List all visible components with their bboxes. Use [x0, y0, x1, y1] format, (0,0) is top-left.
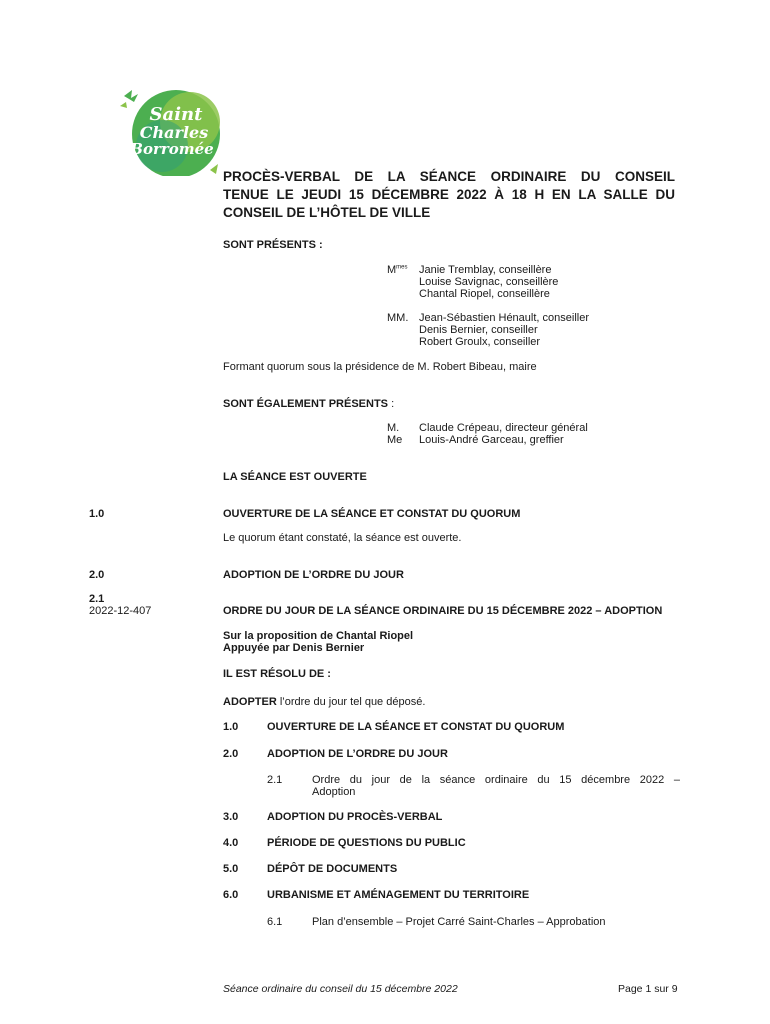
section-number: 2.1 — [89, 593, 105, 605]
title-line-2: TENUE LE JEUDI 15 DÉCEMBRE 2022 À 18 H EN LA SALLE DU — [223, 187, 675, 202]
agenda-subitem-number: 6.1 — [267, 916, 283, 928]
presents-name: Denis Bernier, conseiller — [419, 324, 538, 336]
footer-session-label: Séance ordinaire du conseil du 15 décembre 2022 — [223, 983, 458, 995]
agenda-subitem-number: 2.1 — [267, 774, 283, 786]
presents-heading: SONT PRÉSENTS : — [223, 239, 323, 251]
presents-name: Chantal Riopel, conseillère — [419, 288, 550, 300]
also-present-list — [419, 422, 588, 446]
agenda-subitem-label: Ordre du jour de la séance ordinaire du 15 décembre 2022 – Adoption — [312, 774, 680, 798]
also-present-name: Louis-André Garceau, greffier — [419, 434, 564, 446]
also-present-prefixes: M. Me — [387, 422, 403, 446]
also-present-heading: SONT ÉGALEMENT PRÉSENTS : — [223, 398, 395, 410]
presents-prefix-mmes: $M^{mes}$ — [387, 264, 408, 276]
logo-line-1: Saint — [149, 104, 203, 125]
presents-name: Louise Savignac, conseillère — [419, 276, 559, 288]
municipal-logo — [118, 88, 228, 176]
title-line-1: PROCÈS-VERBAL DE LA SÉANCE ORDINAIRE DU CONSEIL — [223, 169, 675, 184]
presents-list-2 — [419, 312, 589, 348]
agenda-item-label: ADOPTION DE L’ORDRE DU JOUR — [267, 748, 448, 760]
agenda-item-label: PÉRIODE DE QUESTIONS DU PUBLIC — [267, 837, 466, 849]
section-number: 1.0 — [89, 508, 105, 520]
also-present-name: Claude Crépeau, directeur général — [419, 422, 588, 434]
document-title — [223, 168, 675, 222]
presents-list-1 — [419, 264, 558, 300]
quorum-statement: Formant quorum sous la présidence de M. Robert Bibeau, maire — [223, 361, 537, 373]
agenda-item-label: ADOPTION DU PROCÈS-VERBAL — [267, 811, 443, 823]
agenda-item-number: 3.0 — [223, 811, 239, 823]
logo-line-3: Borromée — [130, 140, 214, 158]
section-heading: ORDRE DU JOUR DE LA SÉANCE ORDINAIRE DU 15 DÉCEMBRE 2022 – ADOPTION — [223, 605, 663, 617]
presents-name: Jean-Sébastien Hénault, conseiller — [419, 312, 589, 324]
section-heading: ADOPTION DE L’ORDRE DU JOUR — [223, 569, 404, 581]
presents-prefix-mm: MM. — [387, 312, 409, 324]
agenda-item-number: 2.0 — [223, 748, 239, 760]
resolved-heading: IL EST RÉSOLU DE : — [223, 668, 331, 680]
adopt-statement: ADOPTER l’ordre du jour tel que déposé. — [223, 696, 426, 708]
resolution-number: 2022-12-407 — [89, 605, 152, 617]
agenda-item-number: 6.0 — [223, 889, 239, 901]
section-number: 2.0 — [89, 569, 105, 581]
session-opened: LA SÉANCE EST OUVERTE — [223, 471, 367, 483]
presents-name: Robert Groulx, conseiller — [419, 336, 541, 348]
section-heading: OUVERTURE DE LA SÉANCE ET CONSTAT DU QUORUM — [223, 508, 521, 520]
section-text: Le quorum étant constaté, la séance est ouverte. — [223, 532, 462, 544]
agenda-item-label: URBANISME ET AMÉNAGEMENT DU TERRITOIRE — [267, 889, 530, 901]
presents-name: Janie Tremblay, conseillère — [419, 264, 552, 276]
proposed-by: Sur la proposition de Chantal Riopel Appuyée par Denis Bernier — [223, 630, 414, 654]
agenda-subitem-label: Plan d’ensemble – Projet Carré Saint-Charles – Approbation — [312, 916, 606, 928]
logo-line-2: Charles — [139, 123, 209, 142]
footer-page-number: Page 1 sur 9 — [618, 983, 678, 995]
agenda-item-number: 4.0 — [223, 837, 239, 849]
title-line-3: CONSEIL DE L’HÔTEL DE VILLE — [223, 205, 431, 220]
agenda-item-number: 5.0 — [223, 863, 239, 875]
agenda-item-label: OUVERTURE DE LA SÉANCE ET CONSTAT DU QUORUM — [267, 721, 565, 733]
agenda-item-label: DÉPÔT DE DOCUMENTS — [267, 863, 398, 875]
agenda-item-number: 1.0 — [223, 721, 239, 733]
